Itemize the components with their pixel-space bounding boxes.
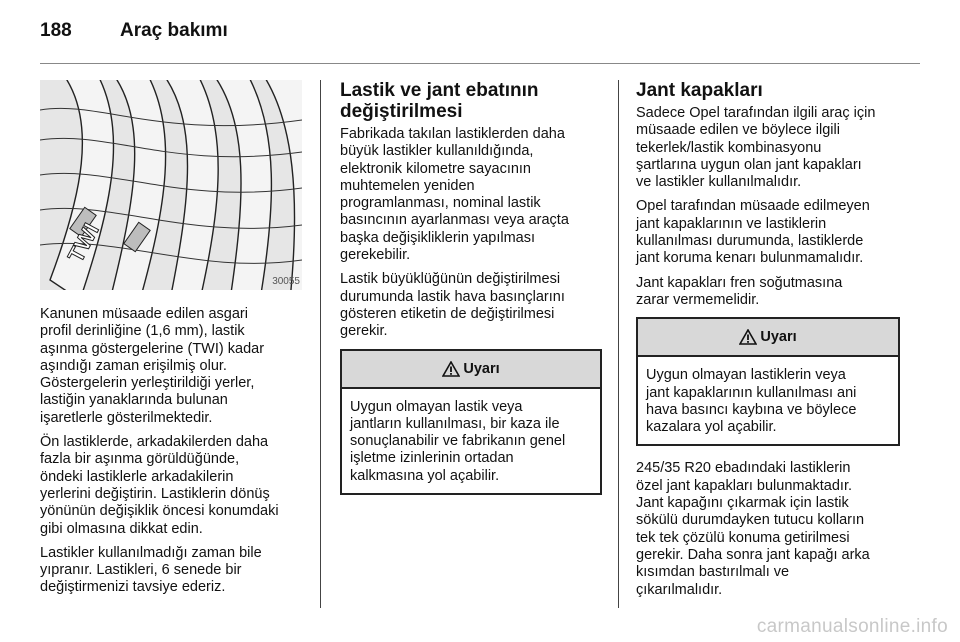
warning-header	[342, 351, 600, 389]
warning-text: Uygun olmayan lastiklerin veya jant kapaklarının kullanılması ani hava basıncı kaybına ve böylece kazalara yol açabilir.	[646, 367, 857, 436]
warning-header	[638, 319, 898, 357]
column-1	[40, 80, 302, 604]
paragraph: Jant kapakları fren soğutmasına zarar vermemelidir.	[636, 274, 843, 308]
column-divider-2	[618, 80, 619, 608]
paragraph: Kanunen müsaade edilen asgari profil derinliğine (1,6 mm), lastik aşınma göstergelerine (TWI) kadar aşındığı zaman erişilmiş olur. Göstergelerin yerleştirildiği yerler, lastiğin yanaklarında bulunan işaretlerle gösterilmektedir.	[40, 306, 265, 426]
page-number: 188	[40, 20, 72, 41]
paragraph: Lastik büyüklüğünün değiştirilmesi durumunda lastik hava basınçlarını gösteren etiketin de değiştirilmesi gerekir.	[340, 271, 565, 340]
paragraph: Lastikler kullanılmadığı zaman bile yıpranır. Lastikleri, 6 senede bir değiştirmenizi tavsiye ederiz.	[40, 544, 262, 596]
watermark: carmanualsonline.info	[756, 616, 948, 637]
warning-title: Uyarı	[760, 329, 797, 346]
figure-number: 30055	[272, 275, 300, 287]
column-3	[636, 80, 900, 606]
chapter-title: Araç bakımı	[120, 20, 228, 41]
warning-text: Uygun olmayan lastik veya jantların kullanılması, bir kaza ile sonuçlanabilir ve fabrikanın genel işletme izinlerinin ortadan kalkmasına yol açabilir.	[350, 398, 566, 484]
paragraph: Fabrikada takılan lastiklerden daha büyük lastikler kullanıldığında, elektronik kilometre sayacının muhtemelen yeniden programlanması, nominal lastik basıncının ayarlanması veya araçta başka değişikliklerin yapılması gerekebilir.	[340, 126, 569, 264]
section-heading-wheel-covers: Jant kapakları	[636, 80, 763, 101]
paragraph: 245/35 R20 ebadındaki lastiklerin özel jant kapakları bulunmaktadır. Jant kapağını çıkarmak için lastik sökülü durumdayken tutucu kolların tek tek çözülü konuma getirilmesi gerekir. Daha sonra jant kapağı arka kısımdan bastırılmalı ve çıkarılmalıdır.	[636, 460, 870, 598]
warning-box	[636, 317, 900, 446]
warning-box	[340, 349, 602, 495]
tire-tread-figure	[40, 80, 302, 290]
warning-triangle-icon	[442, 361, 460, 377]
paragraph: Sadece Opel tarafından ilgili araç için müsaade edilen ve böylece ilgili tekerlek/lastik kombinasyonu şartlarına uygun olan jant kapakları ve lastikler kullanılmalıdır.	[636, 105, 876, 191]
header-rule	[40, 63, 920, 64]
paragraph: Opel tarafından müsaade edilmeyen jant kapaklarının ve lastiklerin kullanılması durumunda, lastiklerde jant koruma kenarı bulunmamalıdır.	[636, 198, 870, 267]
twi-label: TWI	[62, 219, 104, 267]
warning-title: Uyarı	[463, 360, 500, 377]
warning-triangle-icon	[739, 329, 757, 345]
paragraph: Ön lastiklerde, arkadakilerden daha fazla bir aşınma görüldüğünde, öndeki lastiklerle arkadakilerin yerlerini değiştirin. Lastiklerin dönüş yönünün değişiklik öncesi konumdaki gibi olmasına dikkat edin.	[40, 434, 279, 537]
column-2	[340, 80, 602, 509]
section-heading-tire-size: Lastik ve jant ebatının değiştirilmesi	[340, 80, 539, 122]
column-divider-1	[320, 80, 321, 608]
tire-tread-illustration	[40, 80, 302, 290]
